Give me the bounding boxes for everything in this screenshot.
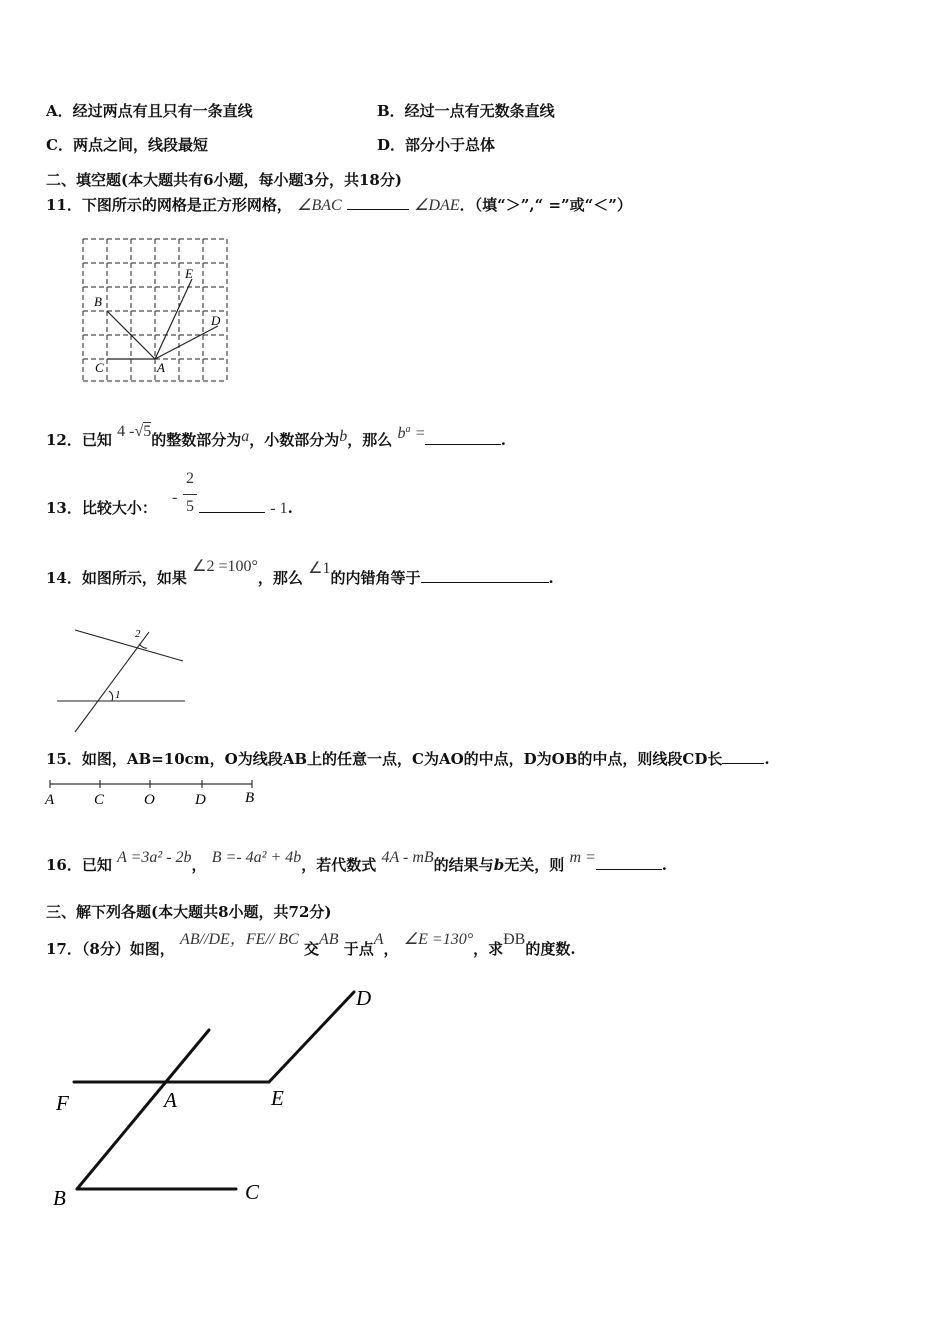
choice-a: A．经过两点有且只有一条直线 xyxy=(46,102,253,120)
q15-segment xyxy=(50,780,252,788)
q12-expr-4: 4 - xyxy=(117,423,135,440)
q14-lines xyxy=(57,630,185,732)
q16-var-m: m = xyxy=(569,849,596,866)
q11-label-a: A xyxy=(157,360,165,375)
q12-text-2: 的整数部分为 xyxy=(151,431,242,449)
q17-label-c: C xyxy=(245,1180,260,1204)
q13-period: . xyxy=(287,499,293,517)
q11-label-d: D xyxy=(211,313,221,328)
q13-text: 比较大小： xyxy=(81,499,157,517)
choice-b: B．经过一点有无数条直线 xyxy=(377,102,555,120)
section-3-title: 三、解下列各题(本大题共8小题，共72分) xyxy=(46,903,332,921)
q12-sqrt-radicand: 5 xyxy=(143,423,152,440)
q17-angle-b: ÐB xyxy=(503,931,526,948)
q14-label-1: 1 xyxy=(115,689,121,701)
question-11 xyxy=(46,195,632,216)
q14-angle-2: ∠2 =100° xyxy=(192,558,258,575)
q12-answer-blank xyxy=(425,430,501,445)
q16-var-b: b xyxy=(493,856,505,874)
q11-angle-bac: ∠BAC xyxy=(297,197,342,214)
q14-text-3: 的内错角等于 xyxy=(330,569,421,587)
q17-text-5: 的度数. xyxy=(525,940,576,958)
q15-label-c: C xyxy=(94,792,105,808)
q16-period: . xyxy=(661,856,668,874)
q14-figure xyxy=(50,620,190,740)
q15-label-o: O xyxy=(144,792,155,808)
q11-number: 11． xyxy=(46,196,82,214)
q11-dashed-grid xyxy=(83,239,227,381)
q14-number: 14． xyxy=(46,569,82,587)
q17-angle-e: ∠E =130° xyxy=(403,931,474,948)
q12-text-1: 已知 xyxy=(81,431,112,449)
choice-d: D．部分小于总体 xyxy=(377,136,496,154)
q16-expr-b: B =- 4a² + 4b xyxy=(211,849,302,866)
q14-answer-blank xyxy=(421,568,549,583)
q12-text-3: ，小数部分为 xyxy=(249,431,340,449)
q12-sqrt-sign: √ xyxy=(134,423,144,440)
q11-answer-blank xyxy=(347,195,409,210)
q16-number: 16． xyxy=(46,856,82,874)
q13-minus: - xyxy=(172,489,178,506)
q14-period: . xyxy=(548,569,554,587)
q16-expr-combo: 4A - mB xyxy=(381,849,434,866)
q12-text-4: ，那么 xyxy=(347,431,393,449)
q16-text-4: 的结果与 xyxy=(433,856,494,874)
q12-period: . xyxy=(500,431,507,449)
q13-numerator: 2 xyxy=(186,470,194,487)
q11-text-1: 下图所示的网格是正方形网格， xyxy=(81,196,292,214)
q17-point-a: A xyxy=(373,931,384,948)
q17-text-3: ， xyxy=(383,940,399,958)
q17-label-f: F xyxy=(56,1091,69,1115)
q16-text-3: ，若代数式 xyxy=(301,856,377,874)
q17-label-a: A xyxy=(164,1088,177,1112)
question-17 xyxy=(46,931,576,960)
q11-rays xyxy=(107,279,218,359)
q11-label-c: C xyxy=(95,360,104,375)
q15-label-a: A xyxy=(45,792,55,808)
q13-denominator: 5 xyxy=(186,498,194,515)
q16-answer-blank xyxy=(596,855,662,870)
section-2-title: 二、填空题(本大题共有6小题，每小题3分，共18分) xyxy=(46,171,402,189)
q17-label-b: B xyxy=(53,1186,66,1210)
q11-angle-dae: ∠DAE xyxy=(414,197,460,214)
q17-figure xyxy=(40,975,400,1220)
q13-fraction-bar xyxy=(183,494,197,495)
q12-power-exponent: a xyxy=(405,424,411,435)
q17-label-e: E xyxy=(271,1086,284,1110)
q17-parallel-statement: AB//DE，FE// BC xyxy=(180,931,299,948)
q16-text-2: ， xyxy=(191,856,207,874)
q11-text-2: ．（填“＞”,“ =”或“＜”） xyxy=(459,196,632,214)
q13-minus-one: - 1 xyxy=(270,500,288,517)
q15-segment-figure xyxy=(40,776,265,810)
q15-period: . xyxy=(764,750,770,768)
choice-c: C．两点之间，线段最短 xyxy=(46,136,208,154)
q16-expr-a: A =3a² - 2b xyxy=(117,849,192,866)
q16-text-1: 已知 xyxy=(81,856,112,874)
question-14 xyxy=(46,558,554,589)
q17-number: 17．（8分）如图， xyxy=(46,940,175,958)
q17-text-4: ，求 xyxy=(473,940,504,958)
q17-label-d: D xyxy=(356,986,372,1010)
q16-text-5: 无关，则 xyxy=(504,856,565,874)
q13-answer-blank xyxy=(199,498,265,513)
question-15 xyxy=(46,749,770,769)
question-13 xyxy=(46,498,157,518)
q14-text-2: ，那么 xyxy=(257,569,303,587)
q11-label-b: B xyxy=(94,294,102,309)
q12-number: 12． xyxy=(46,431,82,449)
q15-label-b: B xyxy=(245,790,255,806)
q13-number: 13． xyxy=(46,499,82,517)
q17-text-1: 交 xyxy=(303,940,319,958)
q12-power-base: b xyxy=(397,425,406,442)
q15-text: 15．如图，AB=10cm，O为线段AB上的任意一点，C为AO的中点，D为OB的中点，则线段CD长 xyxy=(46,750,723,768)
q12-equals: = xyxy=(415,425,425,442)
question-12 xyxy=(46,423,507,451)
q17-text-2: 于点 xyxy=(343,940,374,958)
q15-answer-blank xyxy=(722,749,764,764)
q14-text-1: 如图所示，如果 xyxy=(81,569,187,587)
q15-label-d: D xyxy=(195,792,206,808)
q11-grid-figure xyxy=(78,234,233,386)
q14-label-2: 2 xyxy=(135,628,141,640)
question-16 xyxy=(46,849,668,876)
q17-lines xyxy=(74,992,354,1189)
q17-segment-ab: AB xyxy=(318,931,339,948)
q12-var-b: b xyxy=(339,428,348,445)
q14-angle-1: ∠1 xyxy=(308,560,331,577)
q13-rest xyxy=(199,498,293,519)
q12-var-a: a xyxy=(241,428,250,445)
q11-label-e: E xyxy=(185,266,193,281)
